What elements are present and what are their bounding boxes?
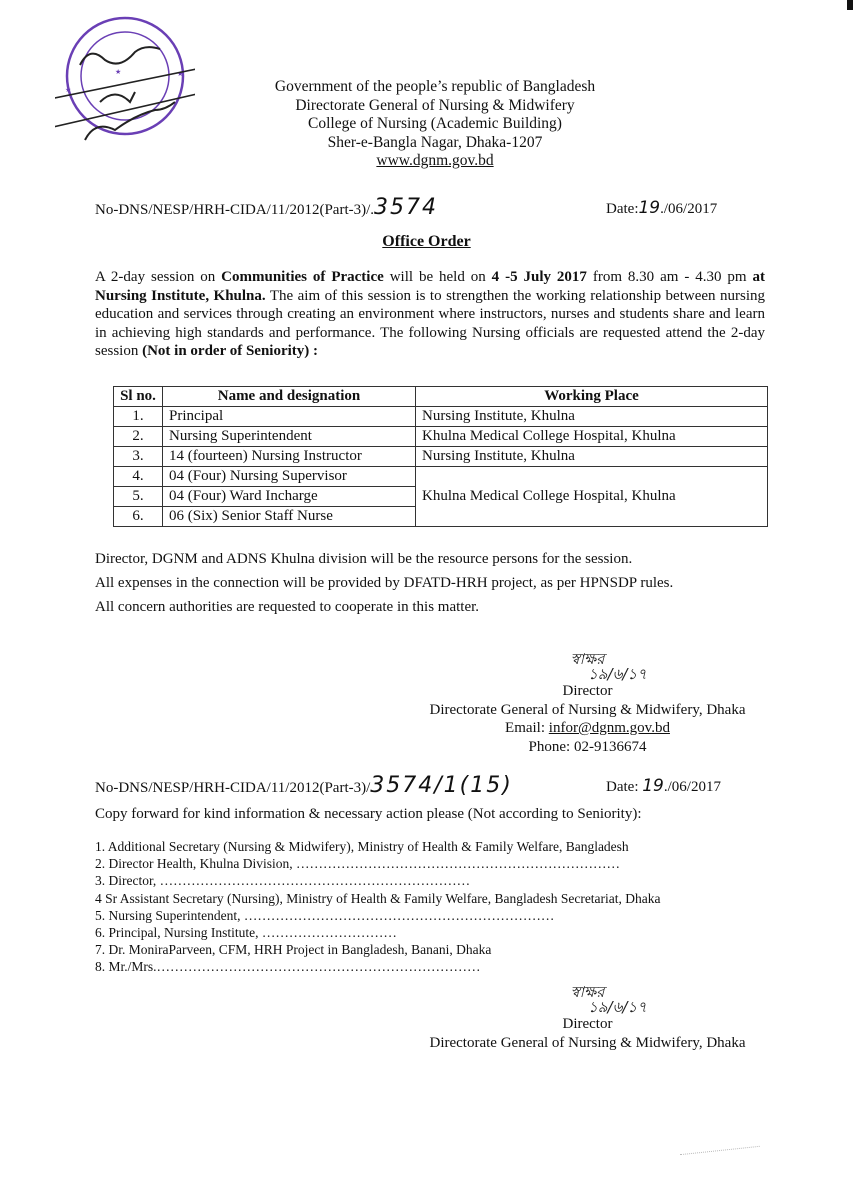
seniority-note: (Not in order of Seniority) : (142, 343, 319, 360)
scan-smudge (680, 1146, 760, 1156)
body-paragraph: A 2-day session on Communities of Practice will be held on 4 -5 July 2017 from 8.30 am - 4.30 pm at Nursing Institute, Khulna. The aim of this session is to strengthen the working relationship between nursing education and services through creating an environment where instructors, nurses and students share and learn in achieving high standards and performance. The following Nursing officials are requested attend the 2-day session (Not in order of Seniority) : (95, 269, 765, 360)
memo-ref-prefix: No-DNS/NESP/HRH-CIDA/11/2012(Part-3)/. (95, 202, 375, 218)
letterhead-address: Sher-e-Bangla Nagar, Dhaka-1207 (327, 133, 543, 151)
table-row: 6. 06 (Six) Senior Staff Nurse (114, 507, 768, 527)
list-item: 5. Nursing Superintendent, …………………………………………………………… (95, 907, 555, 923)
signatory-email: Email: infor@dgnm.gov.bd (505, 720, 670, 736)
memo-date-day-handwritten: 19 (638, 198, 661, 218)
svg-text:★: ★ (65, 86, 72, 94)
memo-ref-number-handwritten: 3574 (374, 195, 439, 220)
handwritten-signature: স্বাক্ষর ১৯/৬/১৭ (570, 650, 647, 683)
header-working-place: Working Place (416, 387, 768, 407)
letterhead-directorate: Directorate General of Nursing & Midwifery (295, 96, 575, 114)
participants-table (113, 386, 768, 527)
copy-memo-date: Date: 19./06/2017 (606, 776, 721, 796)
signatory-title: Director (562, 683, 613, 699)
list-item: 4 Sr Assistant Secretary (Nursing), Ministry of Health & Family Welfare, Bangladesh Secretariat, Dhaka (95, 890, 661, 906)
table-row: 3. 14 (fourteen) Nursing Instructor Nursing Institute, Khulna (114, 447, 768, 467)
email-link[interactable]: infor@dgnm.gov.bd (548, 720, 670, 736)
table-row: 4. 04 (Four) Nursing Supervisor Khulna Medical College Hospital, Khulna (114, 467, 768, 487)
merged-working-place: Khulna Medical College Hospital, Khulna (416, 467, 768, 527)
signatory-title: Director (562, 1016, 613, 1032)
scan-edge-mark (847, 0, 853, 10)
notes-block (95, 547, 673, 619)
note-cooperation: All concern authorities are requested to cooperate in this matter. (95, 599, 480, 615)
note-resource-persons: Director, DGNM and ADNS Khulna division will be the resource persons for the session. (95, 551, 633, 567)
letterhead-website-link[interactable]: www.dgnm.gov.bd (376, 152, 494, 169)
svg-text:★: ★ (177, 70, 184, 78)
copy-memo-reference: No-DNS/NESP/HRH-CIDA/11/2012(Part-3)/3574/1(15) (95, 773, 513, 798)
memo-date (606, 198, 717, 218)
signatory-org: Directorate General of Nursing & Midwifery, Dhaka (429, 701, 746, 718)
list-item: 1. Additional Secretary (Nursing & Midwifery), Ministry of Health & Family Welfare, Bangladesh (95, 839, 629, 854)
letterhead-college: College of Nursing (Academic Building) (308, 115, 562, 132)
note-expenses: All expenses in the connection will be provided by DFATD-HRH project, as per HPNSDP rules. (95, 575, 674, 591)
signatory-phone: Phone: 02-9136674 (528, 738, 647, 755)
receipt-stamp (55, 10, 195, 150)
copy-recipients-list (95, 838, 661, 976)
session-topic: Communities of Practice (221, 269, 384, 285)
copy-memo-ref-handwritten: 3574/1(15) (370, 773, 513, 798)
session-venue: at Nursing Institute, Khulna. (95, 269, 765, 304)
list-item: 6. Principal, Nursing Institute, ………………………… (95, 925, 397, 941)
memo-date-rest: ./06/2017 (660, 201, 718, 217)
stamp-seal-icon (55, 10, 195, 150)
svg-text:★: ★ (115, 68, 122, 76)
header-sl-no: Sl no. (114, 387, 163, 407)
memo-date-label: Date: (606, 201, 639, 217)
handwritten-signature: স্বাক্ষর ১৯/৬/১৭ (570, 983, 647, 1016)
signature-block-2 (400, 985, 775, 1052)
document-title: Office Order (382, 233, 471, 250)
signature-block-1 (400, 652, 775, 756)
letterhead-government: Government of the people’s republic of Bangladesh (274, 78, 596, 95)
session-dates: 4 -5 July 2017 (491, 269, 587, 285)
table-row: 2. Nursing Superintendent Khulna Medical College Hospital, Khulna (114, 427, 768, 447)
signatory-org: Directorate General of Nursing & Midwifery, Dhaka (429, 1034, 746, 1051)
copy-forward-intro: Copy forward for kind information & necessary action please (Not according to Seniority): (95, 806, 642, 822)
list-item: 7. Dr. MoniraParveen, CFM, HRH Project in Bangladesh, Banani, Dhaka (95, 942, 492, 958)
header-name-designation: Name and designation (163, 387, 416, 407)
table-row: 5. 04 (Four) Ward Incharge (114, 487, 768, 507)
list-item: 3. Director, …………………………………………………………… (95, 873, 471, 889)
memo-reference (95, 195, 438, 220)
list-item: 8. Mr./Mrs.……………………………………………………………… (95, 959, 481, 975)
letterhead (240, 78, 630, 171)
table-row: 1. Principal Nursing Institute, Khulna (114, 407, 768, 427)
table-header-row (114, 387, 768, 407)
list-item: 2. Director Health, Khulna Division, ……………………………………………………………… (95, 856, 620, 872)
